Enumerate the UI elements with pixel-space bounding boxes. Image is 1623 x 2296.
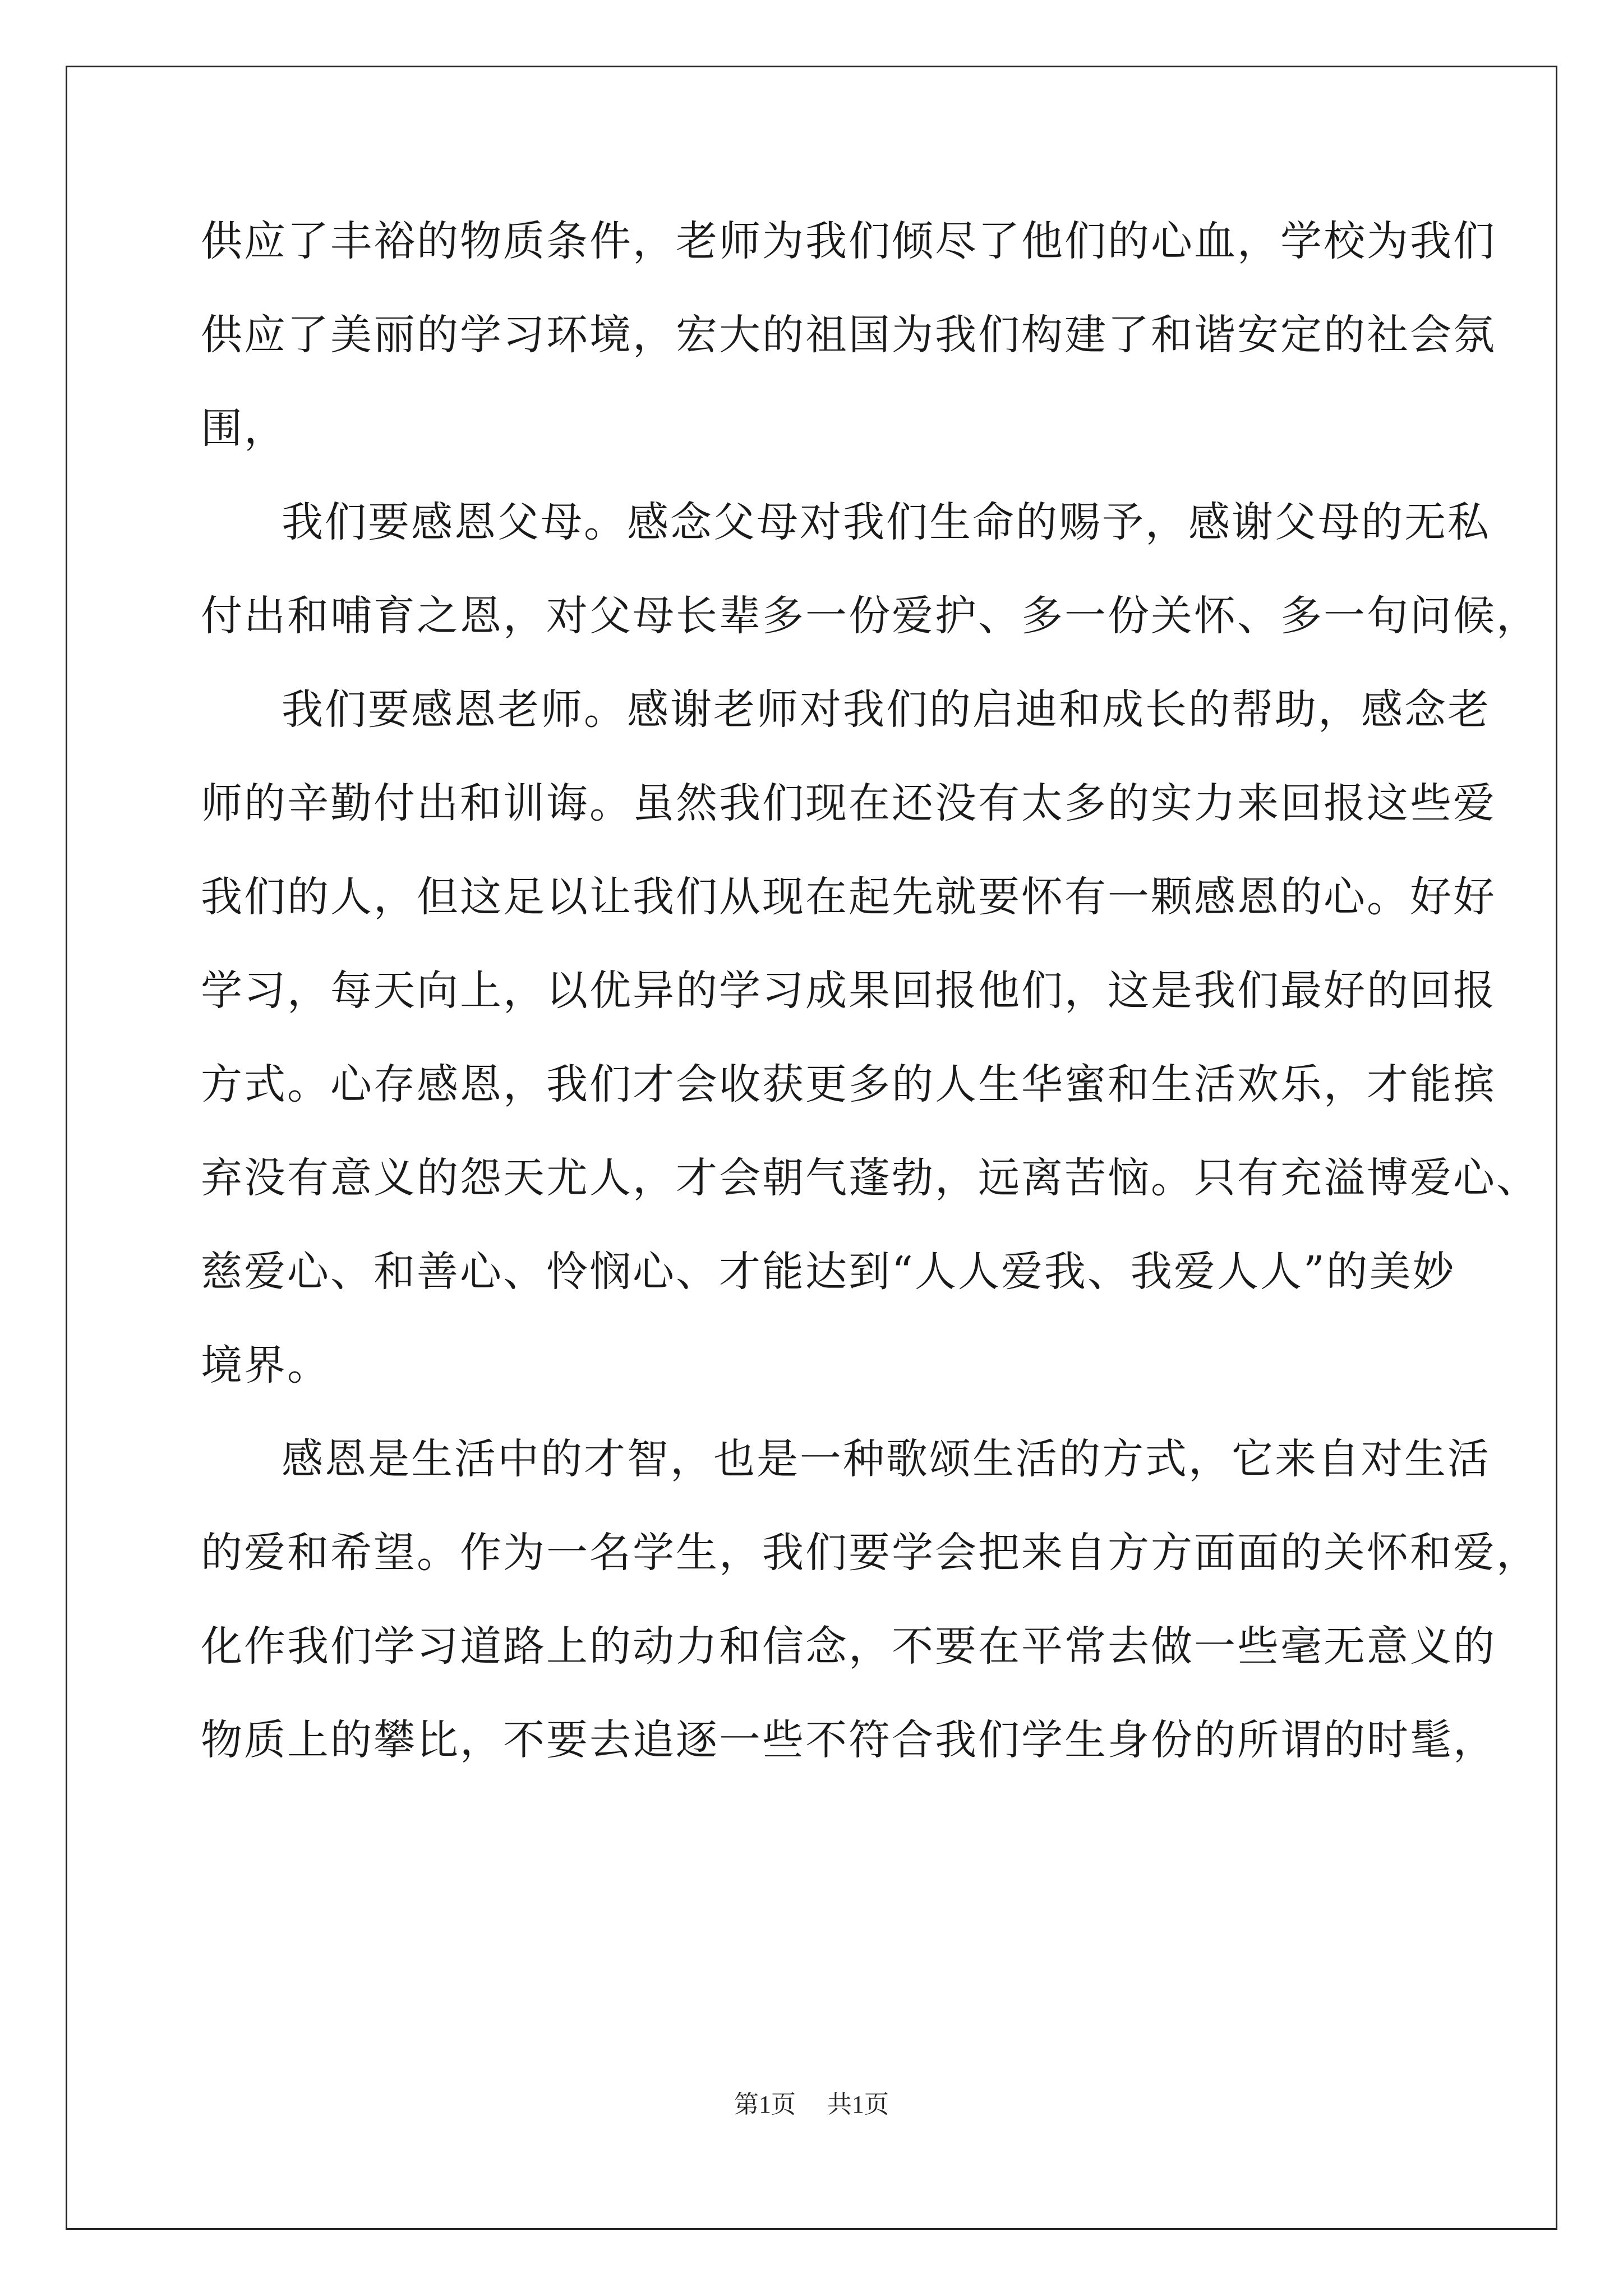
text-line: 付出和哺育之恩，对父母长辈多一份爱护、多一份关怀、多一句问候，: [201, 592, 1539, 640]
paragraph-start-line: 感恩是生活中的才智，也是一种歌颂生活的方式，它来自对生活: [282, 1435, 1491, 1483]
text-line: 物质上的攀比，不要去追逐一些不符合我们学生身份的所谓的时髦，: [201, 1716, 1496, 1764]
text-line: 弃没有意义的怨天尤人，才会朝气蓬勃，远离苦恼。只有充溢博爱心、: [201, 1154, 1539, 1202]
page-footer: [0, 2088, 1623, 2122]
paragraph-start-line: 我们要感恩老师。感谢老师对我们的启迪和成长的帮助，感念老: [282, 685, 1491, 734]
text-line: 学习，每天向上，以优异的学习成果回报他们，这是我们最好的回报: [201, 967, 1496, 1015]
text-line: 境界。: [201, 1341, 330, 1389]
text-line: 化作我们学习道路上的动力和信念，不要在平常去做一些毫无意义的: [201, 1622, 1496, 1671]
paragraph-start-line: 我们要感恩父母。感念父母对我们生命的赐予，感谢父母的无私: [282, 498, 1491, 546]
text-line: 师的辛勤付出和训诲。虽然我们现在还没有太多的实力来回报这些爱: [201, 779, 1496, 827]
text-line: 的爱和希望。作为一名学生，我们要学会把来自方方面面的关怀和爱，: [201, 1529, 1539, 1577]
text-line: 供应了美丽的学习环境，宏大的祖国为我们构建了和谐安定的社会氛: [201, 311, 1496, 359]
text-line: 供应了丰裕的物质条件，老师为我们倾尽了他们的心血，学校为我们: [201, 217, 1496, 265]
page-border: [66, 66, 1557, 2230]
text-line: 方式。心存感恩，我们才会收获更多的人生华蜜和生活欢乐，才能摈: [201, 1060, 1496, 1108]
page-total: 共1页: [827, 2091, 889, 2118]
text-line: 慈爱心、和善心、怜悯心、才能达到“人人爱我、我爱人人”的美妙: [201, 1248, 1456, 1296]
page-number: 第1页: [734, 2091, 796, 2118]
text-line: 我们的人，但这足以让我们从现在起先就要怀有一颗感恩的心。好好: [201, 873, 1496, 921]
text-line: 围，: [201, 404, 287, 453]
